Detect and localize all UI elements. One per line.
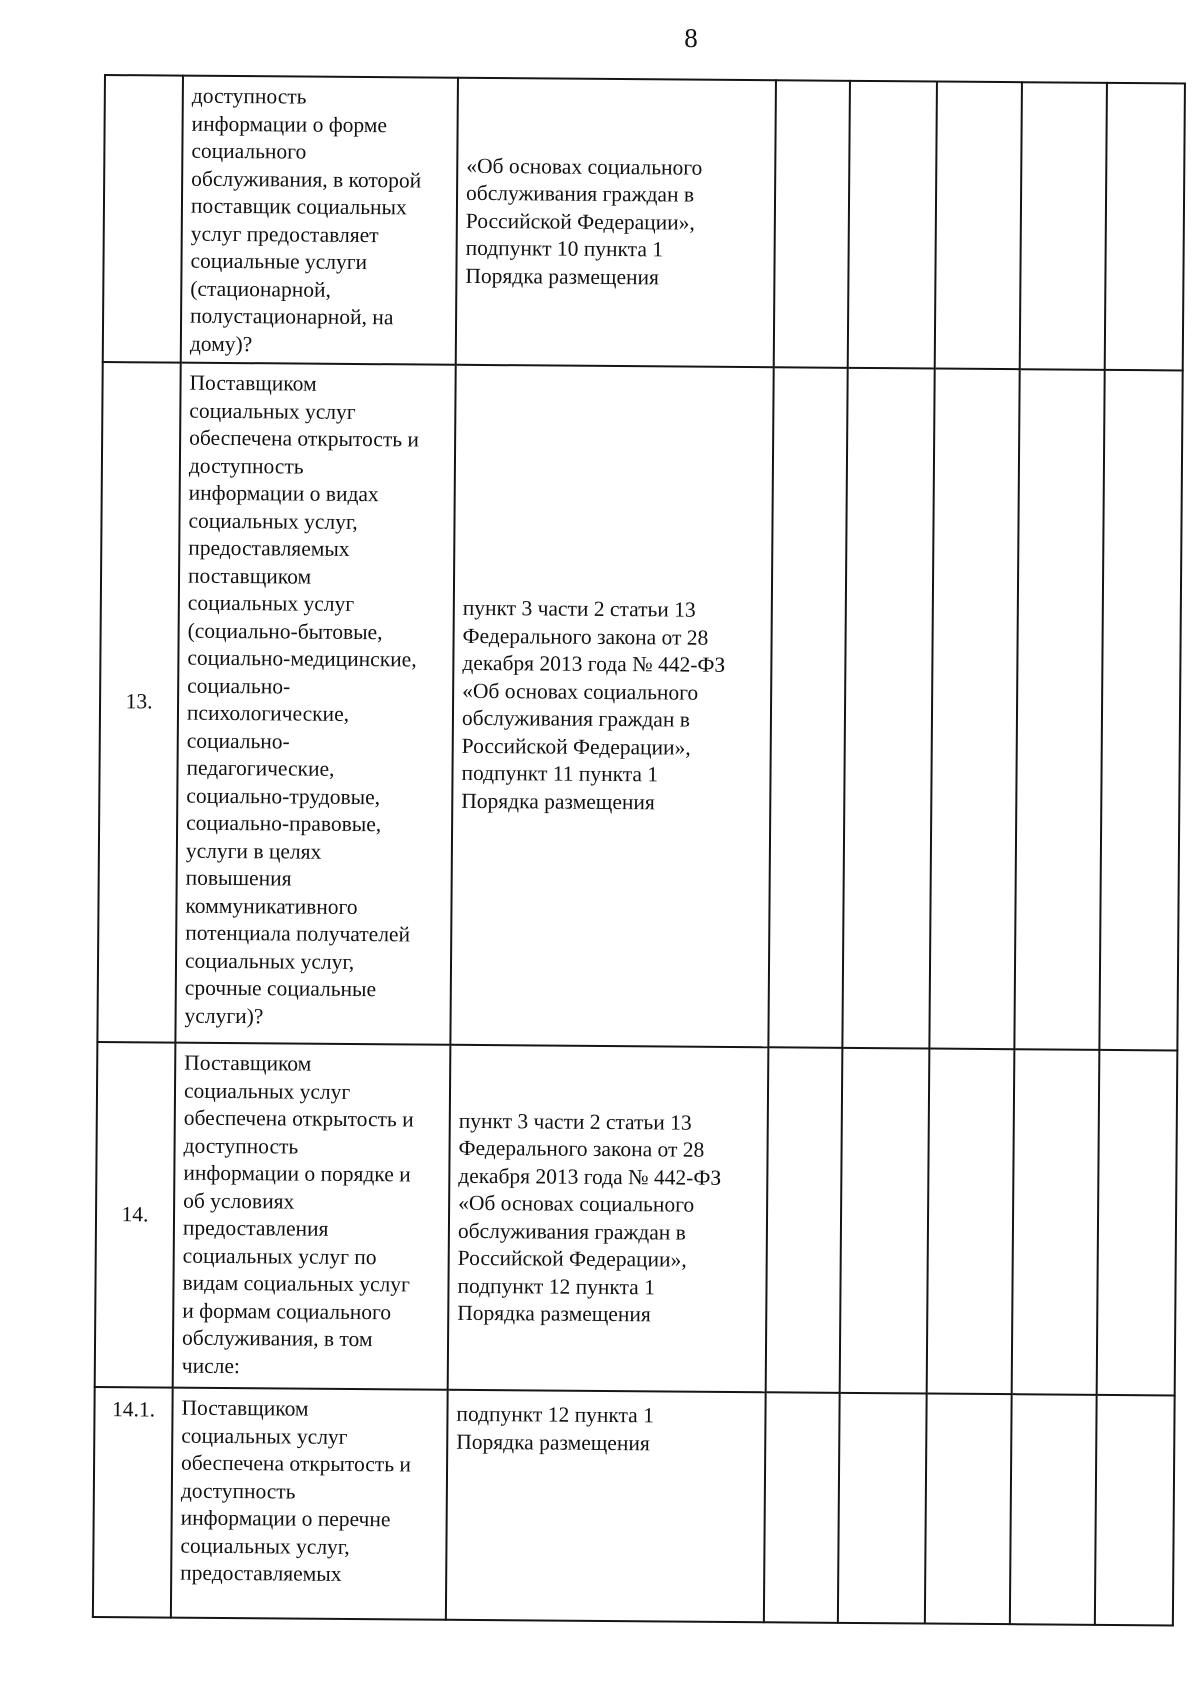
question-text-line: Поставщиком xyxy=(181,1395,309,1421)
question-text-line: коммуникативного xyxy=(185,893,358,919)
question-text-line: социально- xyxy=(186,728,290,753)
question-text-line: Поставщиком xyxy=(184,1050,312,1076)
legal-basis-text-line: обслуживания граждан в xyxy=(461,705,691,732)
answer-cell xyxy=(929,369,1019,1050)
question-text-line: социальных услуг xyxy=(183,1078,351,1104)
question-text-line: обеспечена открытость и xyxy=(181,1450,412,1477)
answer-cell xyxy=(1095,1395,1175,1626)
question-text-line: доступность xyxy=(180,1478,296,1504)
question-text-line: услуг предоставляет xyxy=(190,221,379,247)
answer-cell xyxy=(925,1394,1012,1625)
question-text-line: видам социальных услуг xyxy=(182,1270,410,1297)
answer-cell xyxy=(838,1393,927,1624)
question-text-line: обслуживания, в том xyxy=(181,1325,373,1352)
legal-basis-text-line: обслуживания граждан в xyxy=(457,1218,686,1245)
answer-cell xyxy=(927,1049,1015,1395)
question-text-line: срочные социальные xyxy=(184,975,377,1002)
question-text-line: информации о форме xyxy=(191,111,388,137)
legal-basis-text-line: пункт 3 части 2 статьи 13 xyxy=(462,595,696,622)
legal-basis-text-line: подпункт 12 пункта 1 xyxy=(457,1273,655,1299)
legal-basis-text-line: «Об основах социального xyxy=(462,678,699,705)
question-text-line: социальных услуг xyxy=(181,1423,348,1449)
answer-cell xyxy=(1014,369,1104,1050)
question-text-line: предоставляемых xyxy=(188,535,350,561)
question-text-line: и формам социального xyxy=(182,1298,392,1324)
page-number: 8 xyxy=(684,23,698,53)
question-text-line: поставщик социальных xyxy=(190,193,407,220)
answer-cell xyxy=(1012,1049,1100,1395)
legal-basis-text-line: Порядка размещения xyxy=(456,1429,650,1455)
question-text-line: обеспечена открытость и xyxy=(189,425,420,452)
table-row xyxy=(93,1387,1175,1625)
question-text-line: предоставляемых xyxy=(180,1560,342,1586)
legal-basis-cell xyxy=(450,365,773,1047)
question-text-line: информации о перечне xyxy=(180,1505,391,1532)
legal-basis-text-line: Порядка размещения xyxy=(457,1300,651,1327)
legal-basis-text-line: Российской Федерации», xyxy=(461,733,691,760)
question-cell xyxy=(181,76,458,365)
answer-cell xyxy=(768,367,847,1048)
answer-cell xyxy=(842,368,934,1049)
question-text-line: дому)? xyxy=(189,331,253,356)
question-text-line: социальных услуг, xyxy=(184,948,355,974)
answer-cell xyxy=(848,81,937,369)
question-text-line: социально- xyxy=(187,673,291,698)
question-text-line: доступность xyxy=(188,453,304,479)
question-text-line: (стационарной, xyxy=(190,276,332,302)
legal-basis-text-line: Российской Федерации», xyxy=(465,208,695,235)
answer-cell xyxy=(1020,82,1107,370)
row-number: 13. xyxy=(125,689,153,714)
table-row xyxy=(97,362,1182,1050)
legal-basis-text-line: Порядка размещения xyxy=(461,788,655,814)
answer-cell xyxy=(1099,370,1182,1051)
legal-basis-text-line: подпункт 11 пункта 1 xyxy=(461,760,659,787)
legal-basis-text-line: Порядка размещения xyxy=(465,263,660,290)
question-text-line: информации о видах xyxy=(188,480,379,507)
row-number-cell xyxy=(93,1387,173,1618)
row-number: 14. xyxy=(121,1201,149,1227)
question-text-line: предоставления xyxy=(182,1215,329,1241)
question-cell xyxy=(171,1388,448,1620)
question-cell xyxy=(175,363,455,1045)
question-text-line: числе: xyxy=(181,1353,241,1378)
question-text-line: доступность xyxy=(183,1133,299,1159)
row-number: 14.1. xyxy=(111,1397,156,1422)
legal-basis-text-line: «Об основах социального xyxy=(466,153,703,180)
legal-basis-text-line: Российской Федерации», xyxy=(457,1245,687,1272)
question-text-line: доступность xyxy=(191,83,307,109)
question-text-line: социально-правовые, xyxy=(186,810,382,837)
question-text-line: социальных услуг, xyxy=(188,508,358,534)
question-text-line: повышения xyxy=(185,865,292,891)
legal-basis-text-line: «Об основах социального xyxy=(458,1190,695,1217)
question-text-line: поставщиком xyxy=(187,563,312,589)
checklist-table xyxy=(92,74,1186,1626)
answer-cell xyxy=(840,1048,930,1394)
question-text-line: об условиях xyxy=(183,1188,295,1214)
answer-cell xyxy=(935,82,1022,370)
legal-basis-text-line: обслуживания граждан в xyxy=(465,181,695,207)
row-number-cell xyxy=(95,1042,176,1388)
table-row xyxy=(95,1042,1178,1395)
question-cell xyxy=(173,1043,451,1390)
legal-basis-text-line: подпункт 12 пункта 1 xyxy=(456,1401,654,1428)
question-text-line: психологические, xyxy=(186,700,350,726)
answer-cell xyxy=(774,80,850,368)
answer-cell xyxy=(1105,83,1185,371)
answer-cell xyxy=(764,1392,840,1623)
question-text-line: информации о порядке и xyxy=(183,1160,411,1187)
question-text-line: (социально-бытовые, xyxy=(187,618,383,644)
question-text-line: услуги)? xyxy=(184,1003,264,1028)
legal-basis-text-line: Федерального закона от 28 xyxy=(462,623,709,650)
question-text-line: социально-медицинские, xyxy=(187,645,417,672)
legal-basis-cell xyxy=(448,1045,769,1392)
legal-basis-text-line: пункт 3 части 2 статьи 13 xyxy=(458,1108,692,1135)
answer-cell xyxy=(766,1047,843,1393)
question-text-line: социальных услуг xyxy=(187,590,355,616)
row-number-cell xyxy=(103,75,183,363)
legal-basis-cell xyxy=(446,1390,766,1622)
legal-basis-text-line: Федерального закона от 28 xyxy=(458,1135,705,1162)
question-text-line: социально-трудовые, xyxy=(186,783,381,809)
question-text-line: полустационарной, на xyxy=(190,303,394,330)
question-text-line: услуги в целях xyxy=(185,838,322,864)
table-row xyxy=(103,75,1185,370)
legal-basis-text-line: декабря 2013 года № 442-ФЗ xyxy=(458,1163,722,1190)
question-text-line: социальных услуг xyxy=(189,398,356,424)
legal-basis-text-line: подпункт 10 пункта 1 xyxy=(465,236,664,262)
legal-basis-text-line: декабря 2013 года № 442-ФЗ xyxy=(462,650,726,677)
question-text-line: социального xyxy=(191,138,307,164)
question-text-line: социальных услуг по xyxy=(182,1243,377,1269)
row-number-cell xyxy=(97,362,180,1043)
answer-cell xyxy=(1097,1050,1178,1396)
question-text-line: социальных услуг, xyxy=(180,1533,350,1559)
question-text-line: педагогические, xyxy=(186,755,335,781)
question-text-line: Поставщиком xyxy=(189,370,317,396)
question-text-line: социальные услуги xyxy=(190,248,368,275)
answer-cell xyxy=(1010,1394,1097,1625)
legal-basis-cell xyxy=(456,78,776,367)
question-text-line: обслуживания, в которой xyxy=(191,166,422,192)
question-text-line: потенциала получателей xyxy=(185,920,411,947)
question-text-line: обеспечена открытость и xyxy=(183,1105,414,1132)
